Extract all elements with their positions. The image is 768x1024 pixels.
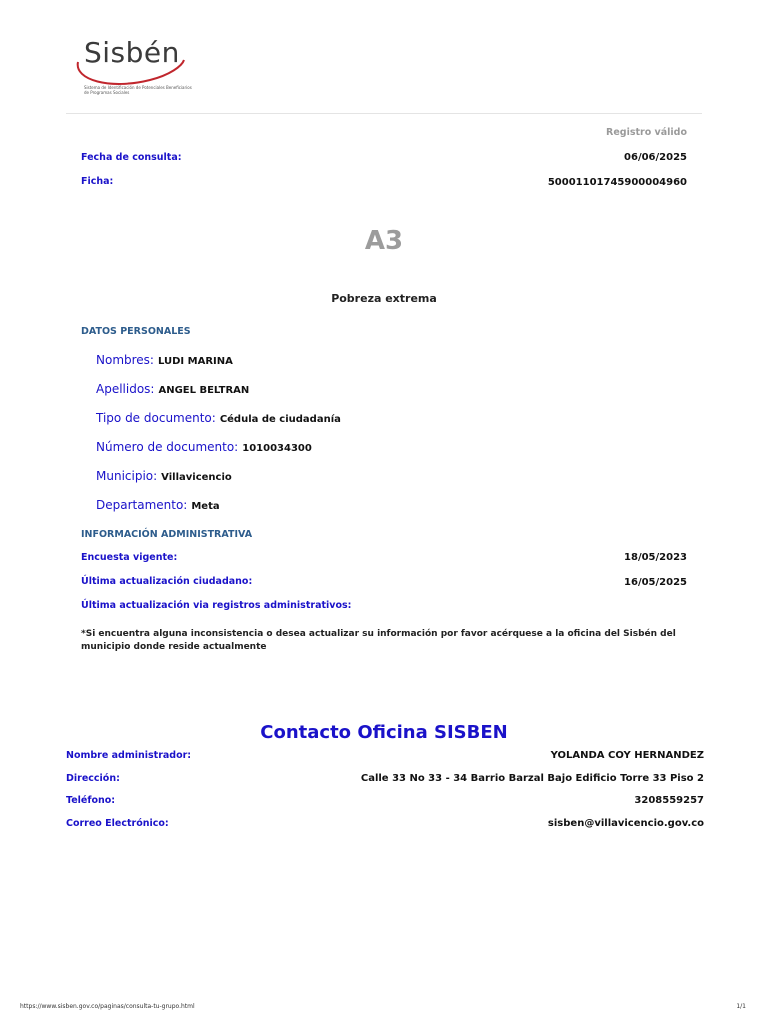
ultima-actualizacion-ciudadano-label: Última actualización ciudadano: [81, 576, 253, 587]
logo-wordmark: Sisbén [84, 36, 180, 69]
contacto-title: Contacto Oficina SISBEN [260, 722, 508, 743]
footer-url-link[interactable]: https://www.sisben.gov.co/paginas/consulta-tu-grupo.html [20, 1003, 195, 1010]
ficha-label: Ficha: [81, 176, 114, 187]
header-divider [66, 113, 702, 114]
field-municipio [96, 465, 232, 484]
field-numero-documento [96, 436, 312, 455]
field-apellidos [96, 378, 249, 397]
logo-subtitle: Sistema de Identificación de Potenciales Beneficiarios de Programas Sociales [84, 85, 192, 95]
ultima-actualizacion-registros-label: Última actualización via registros administrativos: [81, 600, 352, 611]
info-admin-title: INFORMACIÓN ADMINISTRATIVA [81, 529, 253, 540]
field-label: Municipio: [96, 469, 158, 483]
field-value: LUDI MARINA [157, 356, 233, 367]
field-label: Departamento: [96, 498, 188, 512]
direccion-label: Dirección: [66, 773, 120, 784]
telefono-value: 3208559257 [634, 795, 704, 806]
field-label: Nombres: [96, 353, 154, 367]
fecha-consulta-value: 06/06/2025 [624, 152, 687, 163]
grupo-sisben: A3 [364, 226, 404, 256]
telefono-label: Teléfono: [66, 795, 116, 806]
encuesta-vigente-label: Encuesta vigente: [81, 552, 178, 563]
field-value: Villavicencio [161, 472, 232, 483]
nombre-administrador-label: Nombre administrador: [66, 750, 192, 761]
field-label: Tipo de documento: [96, 411, 216, 425]
nota-inconsistencia: *Si encuentra alguna inconsistencia o desea actualizar su información por favor acérquese a la oficina del Sisbén del municipio donde reside actualmente [81, 629, 676, 652]
correo-label: Correo Electrónico: [66, 818, 169, 829]
datos-personales-title: DATOS PERSONALES [81, 326, 191, 337]
nombre-administrador-value: YOLANDA COY HERNANDEZ [550, 750, 704, 761]
field-value: ANGEL BELTRAN [158, 385, 250, 396]
clasificacion: Pobreza extrema [331, 292, 437, 305]
direccion-value: Calle 33 No 33 - 34 Barrio Barzal Bajo Edificio Torre 33 Piso 2 [360, 773, 704, 784]
encuesta-vigente-value: 18/05/2023 [624, 552, 687, 563]
fecha-consulta-label: Fecha de consulta: [81, 152, 182, 163]
field-value: 1010034300 [242, 443, 312, 454]
field-departamento [96, 494, 220, 513]
field-nombres [96, 349, 233, 368]
ficha-value: 50001101745900004960 [547, 177, 687, 188]
status-badge: Registro válido [606, 127, 687, 138]
field-label: Apellidos: [96, 382, 155, 396]
field-tipo-documento [96, 407, 341, 426]
field-label: Número de documento: [96, 440, 239, 454]
field-value: Meta [191, 501, 220, 512]
page-number: 1/1 [736, 1003, 746, 1010]
field-value: Cédula de ciudadanía [219, 414, 341, 425]
correo-value[interactable]: sisben@villavicencio.gov.co [547, 818, 704, 829]
ultima-actualizacion-ciudadano-value: 16/05/2025 [624, 577, 687, 588]
